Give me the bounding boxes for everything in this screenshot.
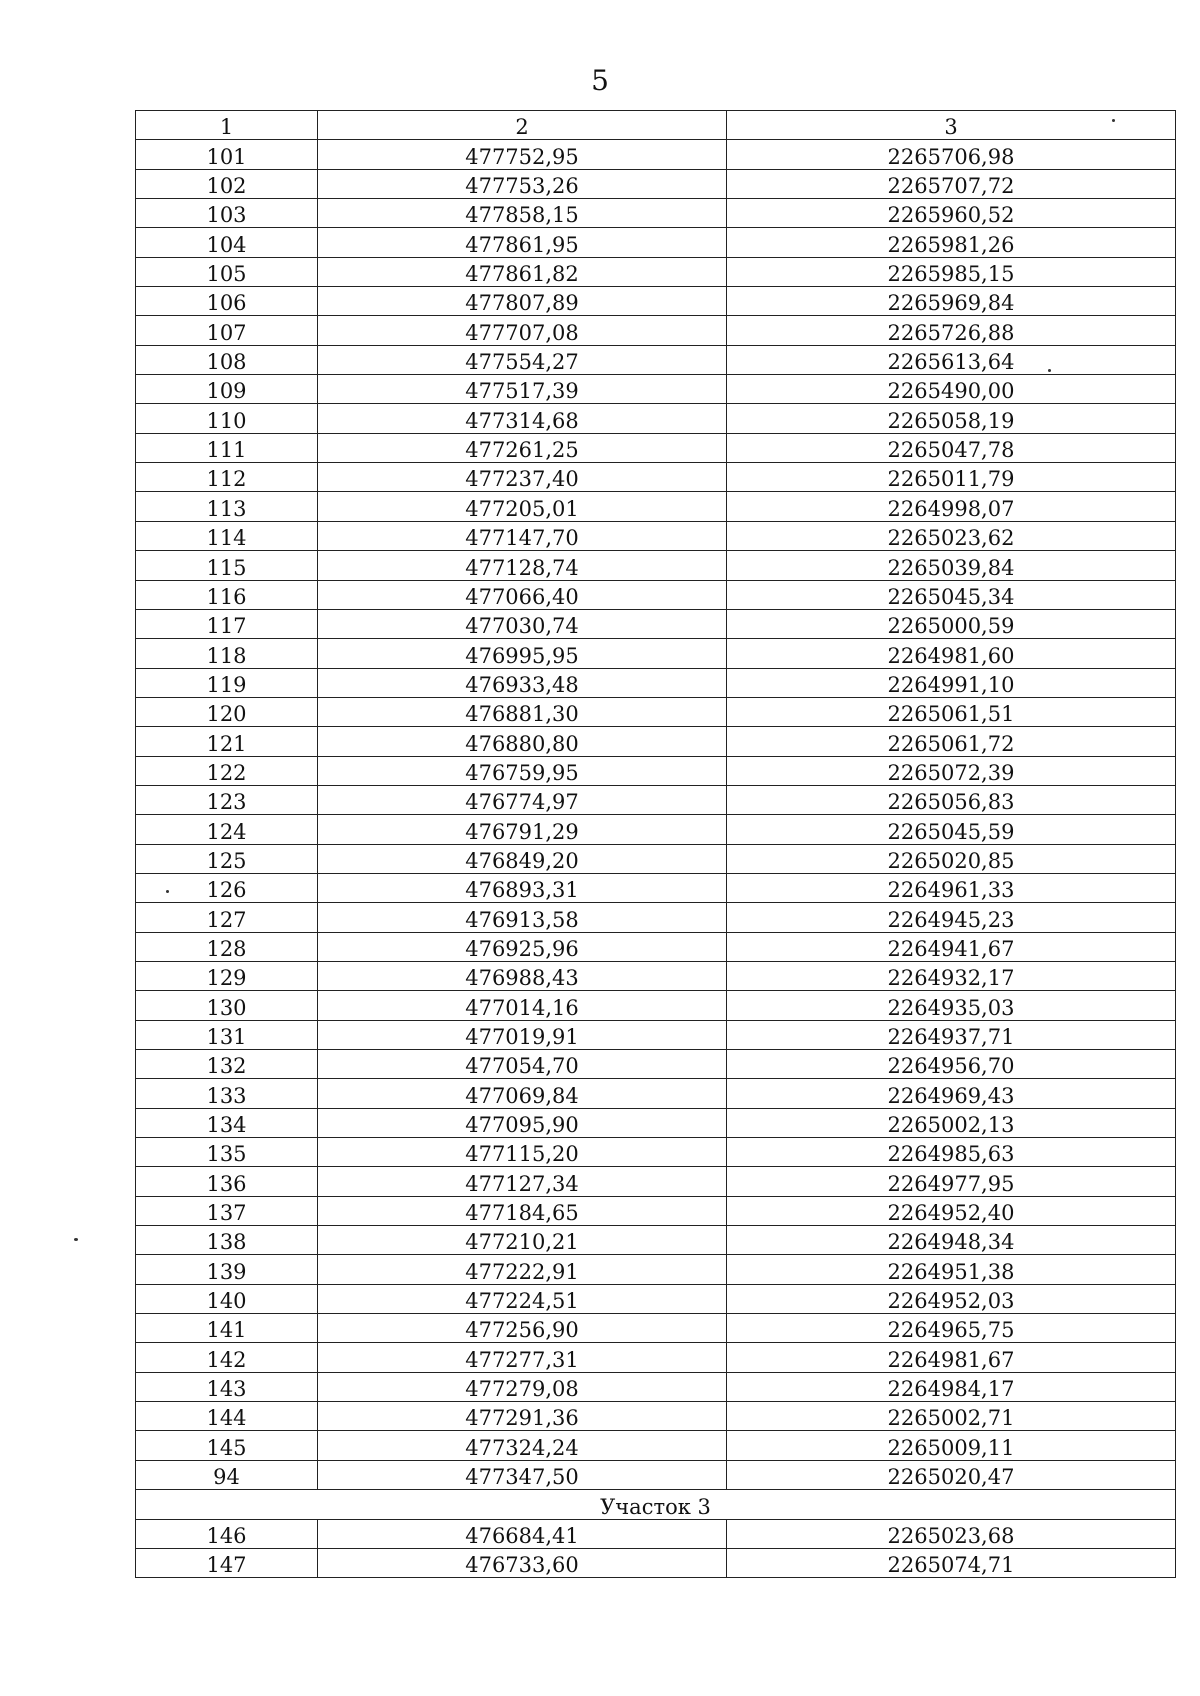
- table-row: [136, 1020, 1176, 1049]
- table-row: [136, 1343, 1176, 1372]
- x-coordinate-cell: 477205,01: [318, 492, 727, 521]
- point-number-cell: 104: [136, 228, 318, 257]
- x-coordinate-cell: 476913,58: [318, 903, 727, 932]
- table-row: [136, 404, 1176, 433]
- table-row: [136, 375, 1176, 404]
- table-row: [136, 668, 1176, 697]
- table-row: [136, 316, 1176, 345]
- table-row: [136, 228, 1176, 257]
- y-coordinate-cell: 2265706,98: [727, 140, 1176, 169]
- point-number-cell: 105: [136, 257, 318, 286]
- x-coordinate-cell: 476684,41: [318, 1519, 727, 1548]
- table-row: [136, 873, 1176, 902]
- y-coordinate-cell: 2265490,00: [727, 375, 1176, 404]
- scan-speck: [74, 1238, 78, 1241]
- table-row: [136, 169, 1176, 198]
- x-coordinate-cell: 477861,95: [318, 228, 727, 257]
- point-number-cell: 113: [136, 492, 318, 521]
- y-coordinate-cell: 2265002,13: [727, 1108, 1176, 1137]
- y-coordinate-cell: 2265056,83: [727, 785, 1176, 814]
- table-row: [136, 785, 1176, 814]
- table-row: [136, 433, 1176, 462]
- x-coordinate-cell: 477224,51: [318, 1284, 727, 1313]
- y-coordinate-cell: 2265039,84: [727, 551, 1176, 580]
- point-number-cell: 138: [136, 1226, 318, 1255]
- y-coordinate-cell: 2265061,72: [727, 727, 1176, 756]
- x-coordinate-cell: 477554,27: [318, 345, 727, 374]
- table-row: [136, 345, 1176, 374]
- x-coordinate-cell: 477279,08: [318, 1372, 727, 1401]
- y-coordinate-cell: 2264998,07: [727, 492, 1176, 521]
- x-coordinate-cell: 477324,24: [318, 1431, 727, 1460]
- x-coordinate-cell: 476995,95: [318, 639, 727, 668]
- point-number-cell: 143: [136, 1372, 318, 1401]
- x-coordinate-cell: 477256,90: [318, 1314, 727, 1343]
- x-coordinate-cell: 477237,40: [318, 463, 727, 492]
- table-row: [136, 1079, 1176, 1108]
- table-row: [136, 287, 1176, 316]
- point-number-cell: 126: [136, 873, 318, 902]
- table-row: [136, 756, 1176, 785]
- point-number-cell: 107: [136, 316, 318, 345]
- table-row: [136, 1196, 1176, 1225]
- table-row: [136, 903, 1176, 932]
- y-coordinate-cell: 2265002,71: [727, 1402, 1176, 1431]
- point-number-cell: 145: [136, 1431, 318, 1460]
- x-coordinate-cell: 476791,29: [318, 815, 727, 844]
- point-number-cell: 111: [136, 433, 318, 462]
- point-number-cell: 118: [136, 639, 318, 668]
- y-coordinate-cell: 2264969,43: [727, 1079, 1176, 1108]
- column-number-row: [136, 111, 1176, 140]
- point-number-cell: 146: [136, 1519, 318, 1548]
- point-number-cell: 110: [136, 404, 318, 433]
- y-coordinate-cell: 2265061,51: [727, 697, 1176, 726]
- point-number-cell: 137: [136, 1196, 318, 1225]
- x-coordinate-cell: 477115,20: [318, 1138, 727, 1167]
- y-coordinate-cell: 2265009,11: [727, 1431, 1176, 1460]
- y-coordinate-cell: 2265969,84: [727, 287, 1176, 316]
- table-row: [136, 727, 1176, 756]
- table-row: [136, 521, 1176, 550]
- table-row: [136, 991, 1176, 1020]
- y-coordinate-cell: 2264961,33: [727, 873, 1176, 902]
- y-coordinate-cell: 2265023,68: [727, 1519, 1176, 1548]
- table-row: [136, 140, 1176, 169]
- point-number-cell: 106: [136, 287, 318, 316]
- x-coordinate-cell: 477707,08: [318, 316, 727, 345]
- y-coordinate-cell: 2265020,85: [727, 844, 1176, 873]
- point-number-cell: 103: [136, 199, 318, 228]
- table-row: [136, 492, 1176, 521]
- x-coordinate-cell: 477277,31: [318, 1343, 727, 1372]
- x-coordinate-cell: 476988,43: [318, 961, 727, 990]
- y-coordinate-cell: 2265047,78: [727, 433, 1176, 462]
- x-coordinate-cell: 477095,90: [318, 1108, 727, 1137]
- point-number-cell: 108: [136, 345, 318, 374]
- point-number-cell: 101: [136, 140, 318, 169]
- table-row: [136, 1519, 1176, 1548]
- scan-speck: [166, 890, 169, 893]
- x-coordinate-cell: 476881,30: [318, 697, 727, 726]
- point-number-cell: 102: [136, 169, 318, 198]
- y-coordinate-cell: 2264952,40: [727, 1196, 1176, 1225]
- point-number-cell: 122: [136, 756, 318, 785]
- y-coordinate-cell: 2265613,64: [727, 345, 1176, 374]
- table-row: [136, 1255, 1176, 1284]
- y-coordinate-cell: 2264951,38: [727, 1255, 1176, 1284]
- table-row: [136, 639, 1176, 668]
- y-coordinate-cell: 2264977,95: [727, 1167, 1176, 1196]
- point-number-cell: 136: [136, 1167, 318, 1196]
- x-coordinate-cell: 477128,74: [318, 551, 727, 580]
- point-number-cell: 115: [136, 551, 318, 580]
- point-number-cell: 112: [136, 463, 318, 492]
- table-row: [136, 1372, 1176, 1401]
- coordinates-table: [135, 110, 1176, 1578]
- page-number: 5: [591, 64, 609, 97]
- y-coordinate-cell: 2264941,67: [727, 932, 1176, 961]
- y-coordinate-cell: 2265985,15: [727, 257, 1176, 286]
- point-number-cell: 94: [136, 1460, 318, 1489]
- y-coordinate-cell: 2265074,71: [727, 1548, 1176, 1577]
- x-coordinate-cell: 477858,15: [318, 199, 727, 228]
- y-coordinate-cell: 2265058,19: [727, 404, 1176, 433]
- y-coordinate-cell: 2265726,88: [727, 316, 1176, 345]
- y-coordinate-cell: 2265020,47: [727, 1460, 1176, 1489]
- table-row: [136, 1431, 1176, 1460]
- x-coordinate-cell: 477019,91: [318, 1020, 727, 1049]
- point-number-cell: 109: [136, 375, 318, 404]
- table-row: [136, 1314, 1176, 1343]
- x-coordinate-cell: 477066,40: [318, 580, 727, 609]
- point-number-cell: 116: [136, 580, 318, 609]
- table-row: [136, 697, 1176, 726]
- table-row: [136, 1402, 1176, 1431]
- point-number-cell: 114: [136, 521, 318, 550]
- x-coordinate-cell: 477753,26: [318, 169, 727, 198]
- y-coordinate-cell: 2265045,34: [727, 580, 1176, 609]
- point-number-cell: 129: [136, 961, 318, 990]
- table-row: [136, 580, 1176, 609]
- scan-speck: [1112, 119, 1115, 122]
- table-row: [136, 1460, 1176, 1489]
- point-number-cell: 134: [136, 1108, 318, 1137]
- y-coordinate-cell: 2264956,70: [727, 1050, 1176, 1079]
- point-number-cell: 119: [136, 668, 318, 697]
- point-number-cell: 141: [136, 1314, 318, 1343]
- y-coordinate-cell: 2264981,60: [727, 639, 1176, 668]
- point-number-cell: 135: [136, 1138, 318, 1167]
- y-coordinate-cell: 2264984,17: [727, 1372, 1176, 1401]
- y-coordinate-cell: 2264948,34: [727, 1226, 1176, 1255]
- point-number-cell: 121: [136, 727, 318, 756]
- table-row: [136, 1050, 1176, 1079]
- section-header-row: [136, 1490, 1176, 1519]
- x-coordinate-cell: 476880,80: [318, 727, 727, 756]
- x-coordinate-cell: 477127,34: [318, 1167, 727, 1196]
- table-row: [136, 1167, 1176, 1196]
- y-coordinate-cell: 2265000,59: [727, 609, 1176, 638]
- y-coordinate-cell: 2264932,17: [727, 961, 1176, 990]
- point-number-cell: 139: [136, 1255, 318, 1284]
- y-coordinate-cell: 2264981,67: [727, 1343, 1176, 1372]
- point-number-cell: 125: [136, 844, 318, 873]
- x-coordinate-cell: 477291,36: [318, 1402, 727, 1431]
- x-coordinate-cell: 477347,50: [318, 1460, 727, 1489]
- point-number-cell: 124: [136, 815, 318, 844]
- table-row: [136, 551, 1176, 580]
- point-number-cell: 117: [136, 609, 318, 638]
- y-coordinate-cell: 2265023,62: [727, 521, 1176, 550]
- table-row: [136, 609, 1176, 638]
- x-coordinate-cell: 476893,31: [318, 873, 727, 902]
- x-coordinate-cell: 476733,60: [318, 1548, 727, 1577]
- x-coordinate-cell: 477752,95: [318, 140, 727, 169]
- column-number-1: 1: [136, 111, 318, 140]
- table-row: [136, 961, 1176, 990]
- x-coordinate-cell: 476933,48: [318, 668, 727, 697]
- point-number-cell: 147: [136, 1548, 318, 1577]
- y-coordinate-cell: 2264952,03: [727, 1284, 1176, 1313]
- y-coordinate-cell: 2264965,75: [727, 1314, 1176, 1343]
- scan-speck: [1048, 369, 1051, 372]
- table-row: [136, 815, 1176, 844]
- point-number-cell: 131: [136, 1020, 318, 1049]
- point-number-cell: 123: [136, 785, 318, 814]
- y-coordinate-cell: 2264991,10: [727, 668, 1176, 697]
- y-coordinate-cell: 2265981,26: [727, 228, 1176, 257]
- y-coordinate-cell: 2264935,03: [727, 991, 1176, 1020]
- x-coordinate-cell: 476774,97: [318, 785, 727, 814]
- table-row: [136, 1108, 1176, 1137]
- x-coordinate-cell: 477517,39: [318, 375, 727, 404]
- x-coordinate-cell: 477261,25: [318, 433, 727, 462]
- table-row: [136, 257, 1176, 286]
- point-number-cell: 144: [136, 1402, 318, 1431]
- table-row: [136, 844, 1176, 873]
- x-coordinate-cell: 476849,20: [318, 844, 727, 873]
- table-row: [136, 932, 1176, 961]
- x-coordinate-cell: 476925,96: [318, 932, 727, 961]
- point-number-cell: 133: [136, 1079, 318, 1108]
- point-number-cell: 128: [136, 932, 318, 961]
- point-number-cell: 142: [136, 1343, 318, 1372]
- coordinates-table-body: [136, 111, 1176, 1578]
- x-coordinate-cell: 477314,68: [318, 404, 727, 433]
- table-row: [136, 199, 1176, 228]
- x-coordinate-cell: 477014,16: [318, 991, 727, 1020]
- x-coordinate-cell: 477184,65: [318, 1196, 727, 1225]
- y-coordinate-cell: 2264985,63: [727, 1138, 1176, 1167]
- x-coordinate-cell: 477807,89: [318, 287, 727, 316]
- x-coordinate-cell: 477222,91: [318, 1255, 727, 1284]
- point-number-cell: 120: [136, 697, 318, 726]
- table-row: [136, 1138, 1176, 1167]
- point-number-cell: 127: [136, 903, 318, 932]
- table-row: [136, 1226, 1176, 1255]
- x-coordinate-cell: 476759,95: [318, 756, 727, 785]
- y-coordinate-cell: 2264945,23: [727, 903, 1176, 932]
- y-coordinate-cell: 2264937,71: [727, 1020, 1176, 1049]
- column-number-2: 2: [318, 111, 727, 140]
- y-coordinate-cell: 2265011,79: [727, 463, 1176, 492]
- point-number-cell: 132: [136, 1050, 318, 1079]
- y-coordinate-cell: 2265045,59: [727, 815, 1176, 844]
- table-row: [136, 1548, 1176, 1577]
- column-number-3: 3: [727, 111, 1176, 140]
- y-coordinate-cell: 2265960,52: [727, 199, 1176, 228]
- x-coordinate-cell: 477861,82: [318, 257, 727, 286]
- table-row: [136, 463, 1176, 492]
- x-coordinate-cell: 477054,70: [318, 1050, 727, 1079]
- x-coordinate-cell: 477030,74: [318, 609, 727, 638]
- x-coordinate-cell: 477210,21: [318, 1226, 727, 1255]
- x-coordinate-cell: 477147,70: [318, 521, 727, 550]
- section-title: Участок 3: [136, 1490, 1176, 1519]
- y-coordinate-cell: 2265707,72: [727, 169, 1176, 198]
- table-row: [136, 1284, 1176, 1313]
- point-number-cell: 140: [136, 1284, 318, 1313]
- x-coordinate-cell: 477069,84: [318, 1079, 727, 1108]
- point-number-cell: 130: [136, 991, 318, 1020]
- y-coordinate-cell: 2265072,39: [727, 756, 1176, 785]
